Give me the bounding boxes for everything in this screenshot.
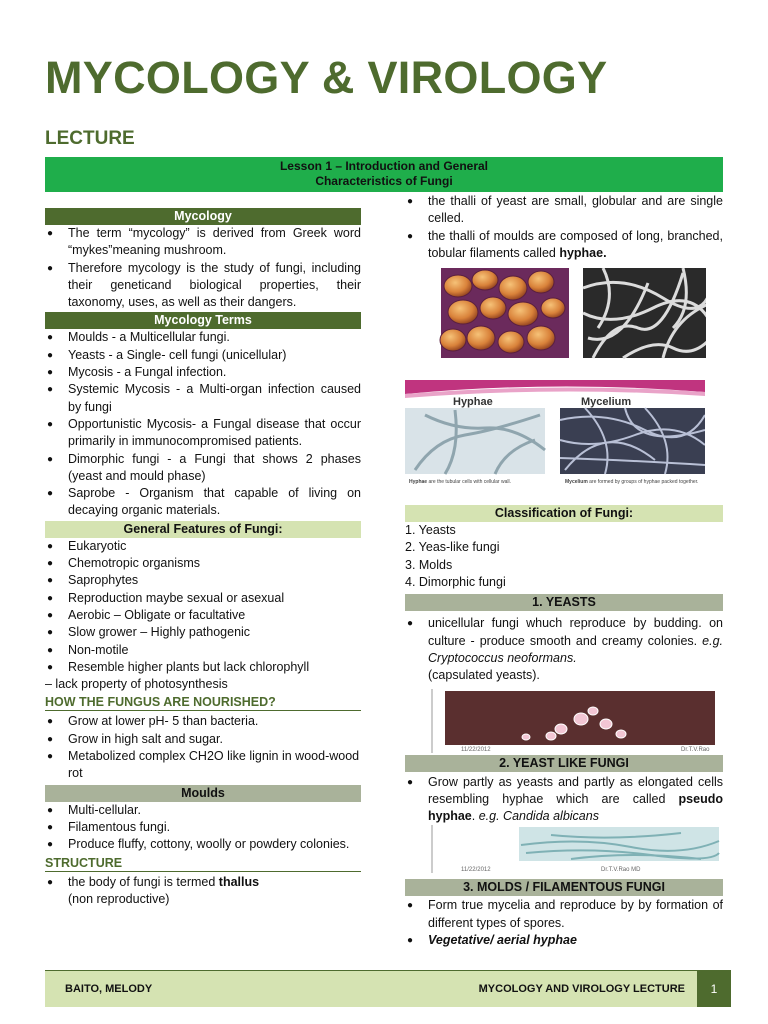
features-list bbox=[45, 538, 361, 676]
list-item: ● Saprobe - Organism that capable of living on decaying organic materials. bbox=[47, 486, 361, 518]
list-item-text: (capsulated yeasts). bbox=[428, 668, 540, 683]
list-item: ● Aerobic – Obligate or facultative bbox=[47, 607, 246, 622]
list-item-text: Grow in high salt and sugar. bbox=[68, 731, 223, 746]
list-item: ● Chemotropic organisms bbox=[47, 556, 200, 571]
yeast-mould-micrographs bbox=[423, 268, 706, 374]
section-nourished-header: HOW THE FUNGUS ARE NOURISHED? bbox=[45, 693, 361, 711]
list-item-text: (non reproductive) bbox=[68, 891, 170, 906]
list-item-text: unicellular fungi whuch reproduce by budding. on culture - produce smooth and creamy colonies. bbox=[428, 616, 723, 648]
list-item-text: Grow partly as yeasts and partly as elongated cells resembling hyphae which are called bbox=[428, 774, 723, 806]
list-item: ● Non-motile bbox=[47, 642, 129, 657]
list-item: ● Grow in high salt and sugar. bbox=[47, 731, 223, 746]
list-item-text: Yeasts - a Single- cell fungi (unicellular) bbox=[68, 347, 287, 362]
cryptococcus-micrograph bbox=[431, 689, 723, 753]
image-credit: Dr.T.V.Rao MD bbox=[601, 867, 641, 874]
eg-label: e.g. bbox=[702, 633, 723, 648]
list-item: ● Grow partly as yeasts and partly as elongated cells resembling hyphae which are called pseudo hyphae. e.g. Candida albicans bbox=[407, 774, 723, 824]
cryptococcus-image bbox=[431, 689, 723, 753]
list-item-text: Eukaryotic bbox=[68, 538, 127, 553]
hyphae-mycelium-figure bbox=[405, 380, 705, 502]
candida-image bbox=[431, 825, 723, 873]
list-item: ● Produce fluffy, cottony, woolly or powdery colonies. bbox=[47, 837, 350, 852]
nourished-list bbox=[45, 713, 361, 782]
list-item: ● Saprophytes bbox=[47, 573, 139, 588]
hyphae-mycelium-image bbox=[405, 380, 705, 502]
list-item-text: Reproduction maybe sexual or asexual bbox=[68, 590, 285, 605]
list-item-text: The term “mycology” is derived from Greek word “mykes”meaning mushroom. bbox=[68, 226, 361, 258]
hyphae-caption-bold: Hyphae bbox=[409, 479, 428, 486]
species-name: Candida albicans bbox=[499, 809, 599, 824]
list-item-text: Filamentous fungi. bbox=[68, 819, 171, 834]
list-item: ● Slow grower – Highly pathogenic bbox=[47, 625, 251, 640]
section-classification-header: Classification of Fungi: bbox=[405, 505, 723, 522]
molds-list bbox=[405, 897, 723, 949]
list-item: ● Moulds - a Multicellular fungi. bbox=[47, 330, 230, 345]
yeasts-list bbox=[405, 615, 723, 684]
list-item: ● Opportunistic Mycosis- a Fungal disease that occur primarily in immunocompromised patients. bbox=[47, 416, 361, 449]
lesson-banner bbox=[45, 157, 723, 192]
list-item: ● the body of fungi is termed thallus (non reproductive) bbox=[47, 874, 260, 906]
eg-label: e.g. bbox=[478, 809, 500, 824]
hyphae-caption: are the tubular cells with cellular wall. bbox=[427, 479, 511, 486]
list-item-text: Metabolized complex CH2O like lignin in wood-wood rot bbox=[68, 749, 360, 781]
micrograph-image bbox=[423, 268, 706, 374]
list-item: ● Systemic Mycosis - a Multi-organ infection caused by fungi bbox=[47, 382, 361, 414]
section-molds-header: 3. MOLDS / FILAMENTOUS FUNGI bbox=[405, 879, 723, 896]
list-item-text: Resemble higher plants but lack chlorophyll bbox=[68, 659, 310, 674]
list-item: ● Reproduction maybe sexual or asexual bbox=[47, 590, 285, 605]
list-item-text: Slow grower – Highly pathogenic bbox=[68, 625, 251, 640]
list-item-text: Opportunistic Mycosis- a Fungal disease that occur primarily in immunocompromised patients. bbox=[68, 416, 361, 449]
list-item: ● Form true mycelia and reproduce by by formation of different types of spores. bbox=[407, 898, 723, 930]
list-item-text: Aerobic – Obligate or facultative bbox=[68, 607, 246, 622]
mycelium-label: Mycelium bbox=[581, 396, 632, 409]
list-item: ● The term “mycology” is derived from Greek word “mykes”meaning mushroom. bbox=[47, 226, 361, 258]
thalli-list bbox=[405, 193, 723, 262]
pseudo-hyphae-term: pseudo hyphae bbox=[428, 791, 723, 824]
svg-text:Hyphae are the tubular cells w bbox=[409, 479, 511, 485]
right-column bbox=[405, 193, 723, 949]
list-item: 3. Molds bbox=[405, 557, 453, 572]
list-item-text: Chemotropic organisms bbox=[68, 556, 200, 571]
image-date: 11/22/2012 bbox=[461, 746, 491, 753]
author-name: BAITO, MELODY bbox=[65, 983, 153, 995]
hyphae-label: Hyphae bbox=[453, 396, 493, 409]
candida-micrograph bbox=[431, 825, 723, 873]
list-item-text: Grow at lower pH- 5 than bacteria. bbox=[68, 714, 259, 729]
list-item-text: . bbox=[471, 809, 479, 824]
moulds-list bbox=[45, 802, 361, 854]
page-title: MYCOLOGY & VIROLOGY bbox=[45, 52, 608, 103]
page-number: 1 bbox=[697, 971, 731, 1007]
list-item-text: Produce fluffy, cottony, woolly or powdery colonies. bbox=[68, 837, 350, 852]
list-item-text: Vegetative/ aerial hyphae bbox=[428, 933, 577, 948]
list-item-text: Saprophytes bbox=[68, 573, 139, 588]
list-item-text: Therefore mycology is the study of fungi, including their geneticand biological properties, their taxonomy, uses, as well as their dangers. bbox=[68, 260, 361, 310]
section-features-header: General Features of Fungi: bbox=[45, 521, 361, 538]
list-item-text: Non-motile bbox=[68, 642, 129, 657]
list-item-text: Form true mycelia and reproduce by by formation of different types of spores. bbox=[428, 898, 723, 930]
list-item: ● unicellular fungi whuch reproduce by budding. on culture - produce smooth and creamy colonies. e.g. Cryptococcus neoformans. (capsulated yeasts). bbox=[407, 616, 723, 683]
list-item: 1. Yeasts bbox=[405, 523, 456, 538]
classification-list bbox=[405, 522, 723, 591]
list-item: ● the thalli of moulds are composed of long, branched, tobular filaments called hyphae. bbox=[407, 228, 723, 260]
image-credit: Dr.T.V.Rao bbox=[681, 746, 710, 753]
list-item: ● Dimorphic fungi - a Fungi that shows 2 phases (yeast and mould phase) bbox=[47, 451, 361, 483]
list-item-text: the thalli of moulds are composed of long, branched, tobular filaments called bbox=[428, 228, 723, 260]
list-item: ● Vegetative/ aerial hyphae bbox=[407, 933, 577, 948]
list-item: ● Eukaryotic bbox=[47, 538, 127, 553]
list-item: ● Multi-cellular. bbox=[47, 802, 141, 817]
list-item-text: Mycosis - a Fungal infection. bbox=[68, 365, 227, 380]
list-item: ● Metabolized complex CH2O like lignin in wood-wood rot bbox=[47, 749, 360, 781]
list-item: ● Yeasts - a Single- cell fungi (unicellular) bbox=[47, 347, 287, 362]
page-footer bbox=[45, 971, 731, 1007]
list-item-text: the body of fungi is termed bbox=[68, 874, 219, 889]
lesson-line-1: Lesson 1 – Introduction and General bbox=[279, 159, 489, 173]
list-item: ● the thalli of yeast are small, globular and are single celled. bbox=[407, 194, 723, 226]
list-item: 4. Dimorphic fungi bbox=[405, 575, 506, 590]
list-item: ● Therefore mycology is the study of fungi, including their geneticand biological properties, their taxonomy, uses, as well as their dangers. bbox=[47, 260, 361, 310]
species-name: Cryptococcus neoformans. bbox=[428, 650, 577, 665]
list-item-text: Saprobe - Organism that capable of living on decaying organic materials. bbox=[68, 486, 361, 518]
list-item: ● Grow at lower pH- 5 than bacteria. bbox=[47, 714, 259, 729]
structure-list bbox=[45, 874, 361, 909]
thallus-term: thallus bbox=[218, 874, 260, 889]
image-date: 11/22/2012 bbox=[461, 867, 491, 874]
list-item: 2. Yeas-like fungi bbox=[405, 540, 500, 555]
list-item-text: the thalli of yeast are small, globular and are single celled. bbox=[428, 194, 723, 226]
mycology-list bbox=[45, 225, 361, 311]
yeast-like-list bbox=[405, 774, 723, 826]
lesson-line-2: Characteristics of Fungi bbox=[315, 174, 453, 188]
mycelium-caption: are formed by groups of hyphae packed together. bbox=[587, 479, 699, 486]
section-structure-header: STRUCTURE bbox=[45, 854, 361, 872]
list-item: ● Resemble higher plants but lack chlorophyll bbox=[47, 659, 310, 674]
list-item: ● Mycosis - a Fungal infection. bbox=[47, 365, 227, 380]
hyphae-term: hyphae bbox=[559, 245, 604, 260]
section-moulds-header: Moulds bbox=[45, 785, 361, 802]
list-item: ● Filamentous fungi. bbox=[47, 819, 171, 834]
features-note: – lack property of photosynthesis bbox=[45, 677, 228, 692]
list-item-text: Multi-cellular. bbox=[68, 802, 141, 817]
left-column bbox=[45, 208, 361, 908]
list-item-text: Moulds - a Multicellular fungi. bbox=[68, 330, 230, 345]
section-mycology-header: Mycology bbox=[45, 208, 361, 225]
lecture-heading: LECTURE bbox=[45, 128, 135, 149]
section-yeast-like-header: 2. YEAST LIKE FUNGI bbox=[405, 755, 723, 772]
svg-text:Mycelium are formed by groups bbox=[565, 479, 698, 485]
list-item-text: Systemic Mycosis - a Multi-organ infection caused by fungi bbox=[68, 382, 361, 414]
terms-list bbox=[45, 329, 361, 519]
section-yeasts-header: 1. YEASTS bbox=[405, 594, 723, 611]
list-item-text: Dimorphic fungi - a Fungi that shows 2 phases (yeast and mould phase) bbox=[68, 451, 361, 483]
course-title: MYCOLOGY AND VIROLOGY LECTURE bbox=[478, 983, 685, 995]
mycelium-caption-bold: Mycelium bbox=[565, 479, 588, 486]
section-terms-header: Mycology Terms bbox=[45, 312, 361, 329]
